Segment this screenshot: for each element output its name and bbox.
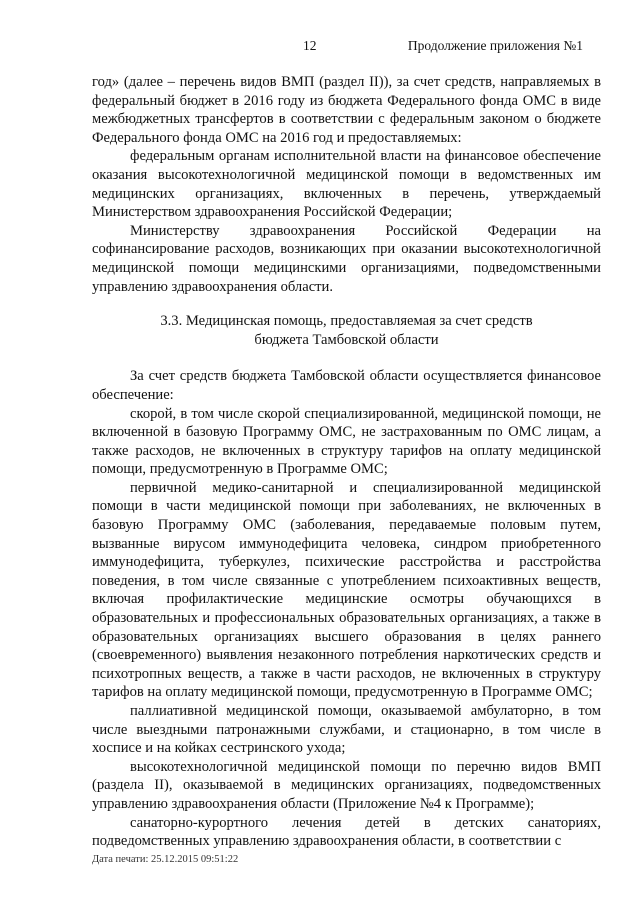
paragraph: скорой, в том числе скорой специализированной, медицинской помощи, не включенной в базовую Программу ОМС, не застрахованным по ОМС лицам, а также расходов, не включенных в структуру тарифов на оплату медицинской помощи, предусмотренную в Программе ОМС; (92, 405, 601, 478)
document-body (92, 73, 601, 851)
section-heading-line: бюджета Тамбовской области (254, 331, 439, 348)
paragraph: За счет средств бюджета Тамбовской области осуществляется финансовое обеспечение: (92, 368, 601, 403)
paragraph: высокотехнологичной медицинской помощи по перечню видов ВМП (раздела II), оказываемой в медицинских организациях, подведомственных управлению здравоохранения области (Приложение №4 к Программе); (92, 758, 601, 812)
page-header (0, 38, 640, 58)
paragraph: федеральным органам исполнительной власти на финансовое обеспечение оказания высокотехнологичной медицинской помощи в ведомственных им медицинских организациях, включенных в перечень, утверждаемый Министерством здравоохранения Российской Федерации; (92, 148, 601, 221)
paragraph: первичной медико-санитарной и специализированной медицинской помощи в части медицинской помощи при заболеваниях, не включенных в базовую Программу ОМС (заболевания, передаваемые половым путем, вызванные вирусом иммунодефицита человека, синдром приобретенного иммунодефицита, туберкулез, психические расстройства и расстройства поведения, в том числе связанные с употреблением психоактивных веществ, включая профилактические медицинские осмотры обучающихся в образовательных и профессиональных образовательных организациях, а также в образовательных организациях высшего образования в целях раннего (своевременного) выявления незаконного потребления наркотических средств и психотропных веществ, а также в части расходов, не включенных в структуру тарифов на оплату медицинской помощи, предусмотренную в Программе ОМС; (92, 479, 601, 701)
paragraph: Министерству здравоохранения Российской Федерации на софинансирование расходов, возникающих при оказании высокотехнологичной медицинской помощи медицинскими организациями, подведомственными управлению здравоохранения области. (92, 222, 601, 295)
section-heading-line: 3.3. Медицинская помощь, предоставляемая за счет средств (160, 313, 533, 330)
paragraph: паллиативной медицинской помощи, оказываемой амбулаторно, в том числе выездными патронажными службами, и стационарно, в том числе в хосписе и на койках сестринского ухода; (92, 703, 601, 757)
continuation-label: Продолжение приложения №1 (407, 38, 583, 53)
paragraph: санаторно-курортного лечения детей в детских санаториях, подведомственных управлению здравоохранения области, в соответствии с (92, 814, 601, 850)
page-number: 12 (303, 38, 317, 53)
paragraph: год» (далее – перечень видов ВМП (раздел II)), за счет средств, направляемых в федеральный бюджет в 2016 году из бюджета Федерального фонда ОМС в виде межбюджетных трансфертов в соответствии с федеральным законом о бюджете Федерального фонда ОМС на 2016 год и предоставляемых: (92, 74, 601, 146)
print-date: Дата печати: 25.12.2015 09:51:22 (92, 854, 239, 865)
section-heading (92, 312, 601, 349)
